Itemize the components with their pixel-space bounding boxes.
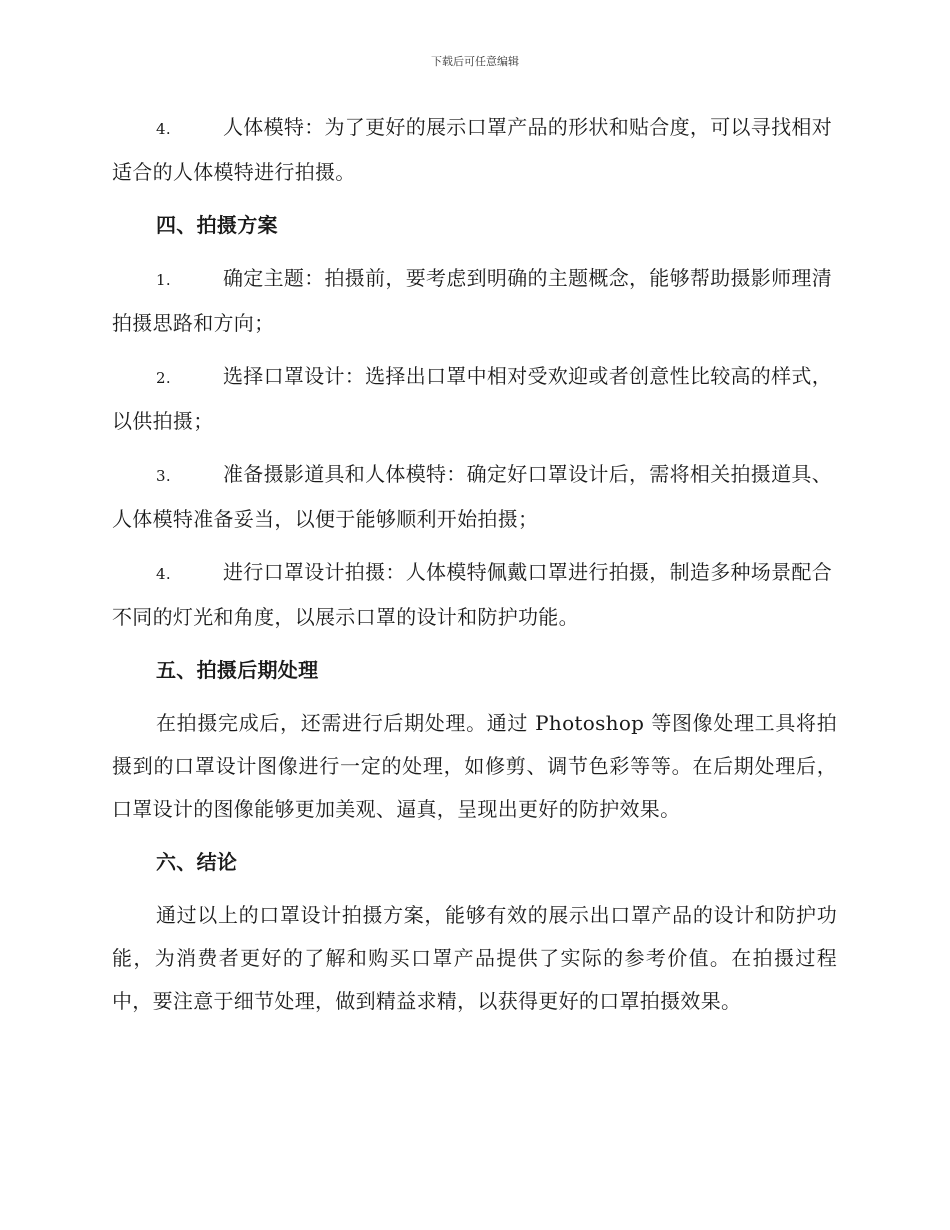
- list-number: 2.: [156, 369, 171, 387]
- list-text: 人体模特：为了更好的展示口罩产品的形状和贴合度，可以寻找相对适合的人体模特进行拍摄。: [112, 115, 832, 184]
- list-item-plan-3: [112, 453, 837, 541]
- post-processing-paragraph: 在拍摄完成后，还需进行后期处理。通过 Photoshop 等图像处理工具将拍摄到的口罩设计图像进行一定的处理，如修剪、调节色彩等等。在后期处理后，口罩设计的图像能够更加美观、逼真，呈现出更好的防护效果。: [112, 711, 837, 821]
- list-text: 确定主题：拍摄前，要考虑到明确的主题概念，能够帮助摄影师理清拍摄思路和方向；: [112, 266, 832, 335]
- list-item-model: [112, 106, 837, 194]
- list-text: 选择口罩设计：选择出口罩中相对受欢迎或者创意性比较高的样式，以供拍摄；: [112, 364, 832, 433]
- list-number: 1.: [156, 271, 171, 289]
- list-item-plan-2: [112, 355, 837, 443]
- document-body: [112, 106, 837, 1023]
- list-text: 准备摄影道具和人体模特：确定好口罩设计后，需将相关拍摄道具、人体模特准备妥当，以便于能够顺利开始拍摄；: [112, 462, 832, 531]
- list-item-plan-4: [112, 551, 837, 639]
- list-number: 4.: [156, 120, 171, 138]
- list-item-plan-1: [112, 257, 837, 345]
- list-text: 进行口罩设计拍摄：人体模特佩戴口罩进行拍摄，制造多种场景配合不同的灯光和角度，以展示口罩的设计和防护功能。: [112, 560, 832, 629]
- section-heading-post-processing: 五、拍摄后期处理: [156, 658, 319, 682]
- conclusion-paragraph: 通过以上的口罩设计拍摄方案，能够有效的展示出口罩产品的设计和防护功能，为消费者更好的了解和购买口罩产品提供了实际的参考价值。在拍摄过程中，要注意于细节处理，做到精益求精，以获得更好的口罩拍摄效果。: [112, 903, 837, 1013]
- list-number: 3.: [156, 467, 171, 485]
- list-number: 4.: [156, 565, 171, 583]
- section-heading-plan: 四、拍摄方案: [156, 213, 278, 237]
- page-header: 下载后可任意编辑: [431, 55, 519, 68]
- section-heading-conclusion: 六、结论: [156, 850, 238, 874]
